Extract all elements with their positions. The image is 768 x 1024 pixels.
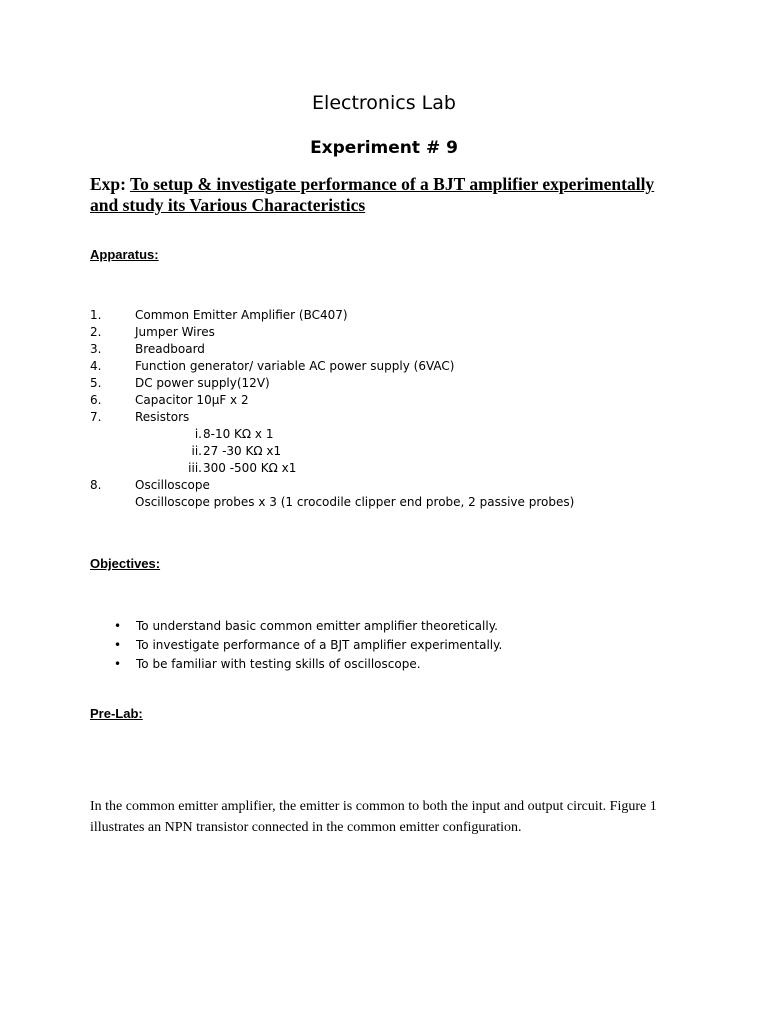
item-number: 4.: [90, 359, 102, 373]
item-text: DC power supply(12V): [135, 376, 270, 390]
item-text: Resistors: [135, 410, 190, 424]
item-text: Oscilloscope: [135, 478, 210, 492]
item-number: 8.: [90, 478, 102, 492]
item-number: 1.: [90, 308, 102, 322]
item-number: 3.: [90, 342, 102, 356]
exp-prefix: Exp:: [90, 174, 126, 194]
prelab-paragraph: In the common emitter amplifier, the emitter is common to both the input and output circuit. Figure 1 illustrates an NPN transistor connected in the common emitter configuration.: [90, 799, 657, 835]
item-text: Breadboard: [135, 342, 205, 356]
item-number: 6.: [90, 393, 102, 407]
sub-number: iii.: [188, 461, 202, 475]
item-text: Capacitor 10µF x 2: [135, 393, 249, 407]
objective-text: To be familiar with testing skills of oscilloscope.: [136, 657, 421, 671]
sub-number: i.: [194, 427, 202, 441]
apparatus-heading: Apparatus:: [90, 247, 159, 262]
objectives-heading: Objectives:: [90, 556, 161, 571]
item-number: 5.: [90, 376, 102, 390]
objective-text: To investigate performance of a BJT amplifier experimentally.: [136, 638, 503, 652]
item-number: 2.: [90, 325, 102, 339]
exp-title-line1: To setup & investigate performance of a BJT amplifier experimentally: [130, 174, 655, 194]
item-text: Common Emitter Amplifier (BC407): [135, 308, 348, 322]
experiment-statement: [90, 174, 690, 216]
experiment-number: Experiment # 9: [310, 138, 458, 158]
bullet-icon: •: [114, 638, 122, 652]
bullet-icon: •: [114, 657, 122, 671]
sublist-item-number: [162, 426, 202, 443]
document-title: Electronics Lab: [312, 92, 456, 114]
bullet-icon: •: [114, 619, 122, 633]
item-number: 7.: [90, 410, 102, 424]
exp-title-line2: and study its Various Characteristics: [90, 195, 366, 215]
probes-text: Oscilloscope probes x 3 (1 crocodile clipper end probe, 2 passive probes): [135, 495, 575, 509]
sublist-item-number: [162, 443, 202, 460]
sublist-item-number: [162, 460, 202, 477]
objective-text: To understand basic common emitter amplifier theoretically.: [136, 619, 498, 633]
sublist-item-text: 8-10 KΩ x 1: [203, 427, 274, 441]
sublist-item-text: 300 -500 KΩ x1: [203, 461, 297, 475]
prelab-heading: Pre-Lab:: [90, 706, 143, 721]
sub-number: ii.: [191, 444, 202, 458]
item-text: Function generator/ variable AC power supply (6VAC): [135, 359, 455, 373]
sublist-item-text: 27 -30 KΩ x1: [203, 444, 282, 458]
item-text: Jumper Wires: [135, 325, 215, 339]
